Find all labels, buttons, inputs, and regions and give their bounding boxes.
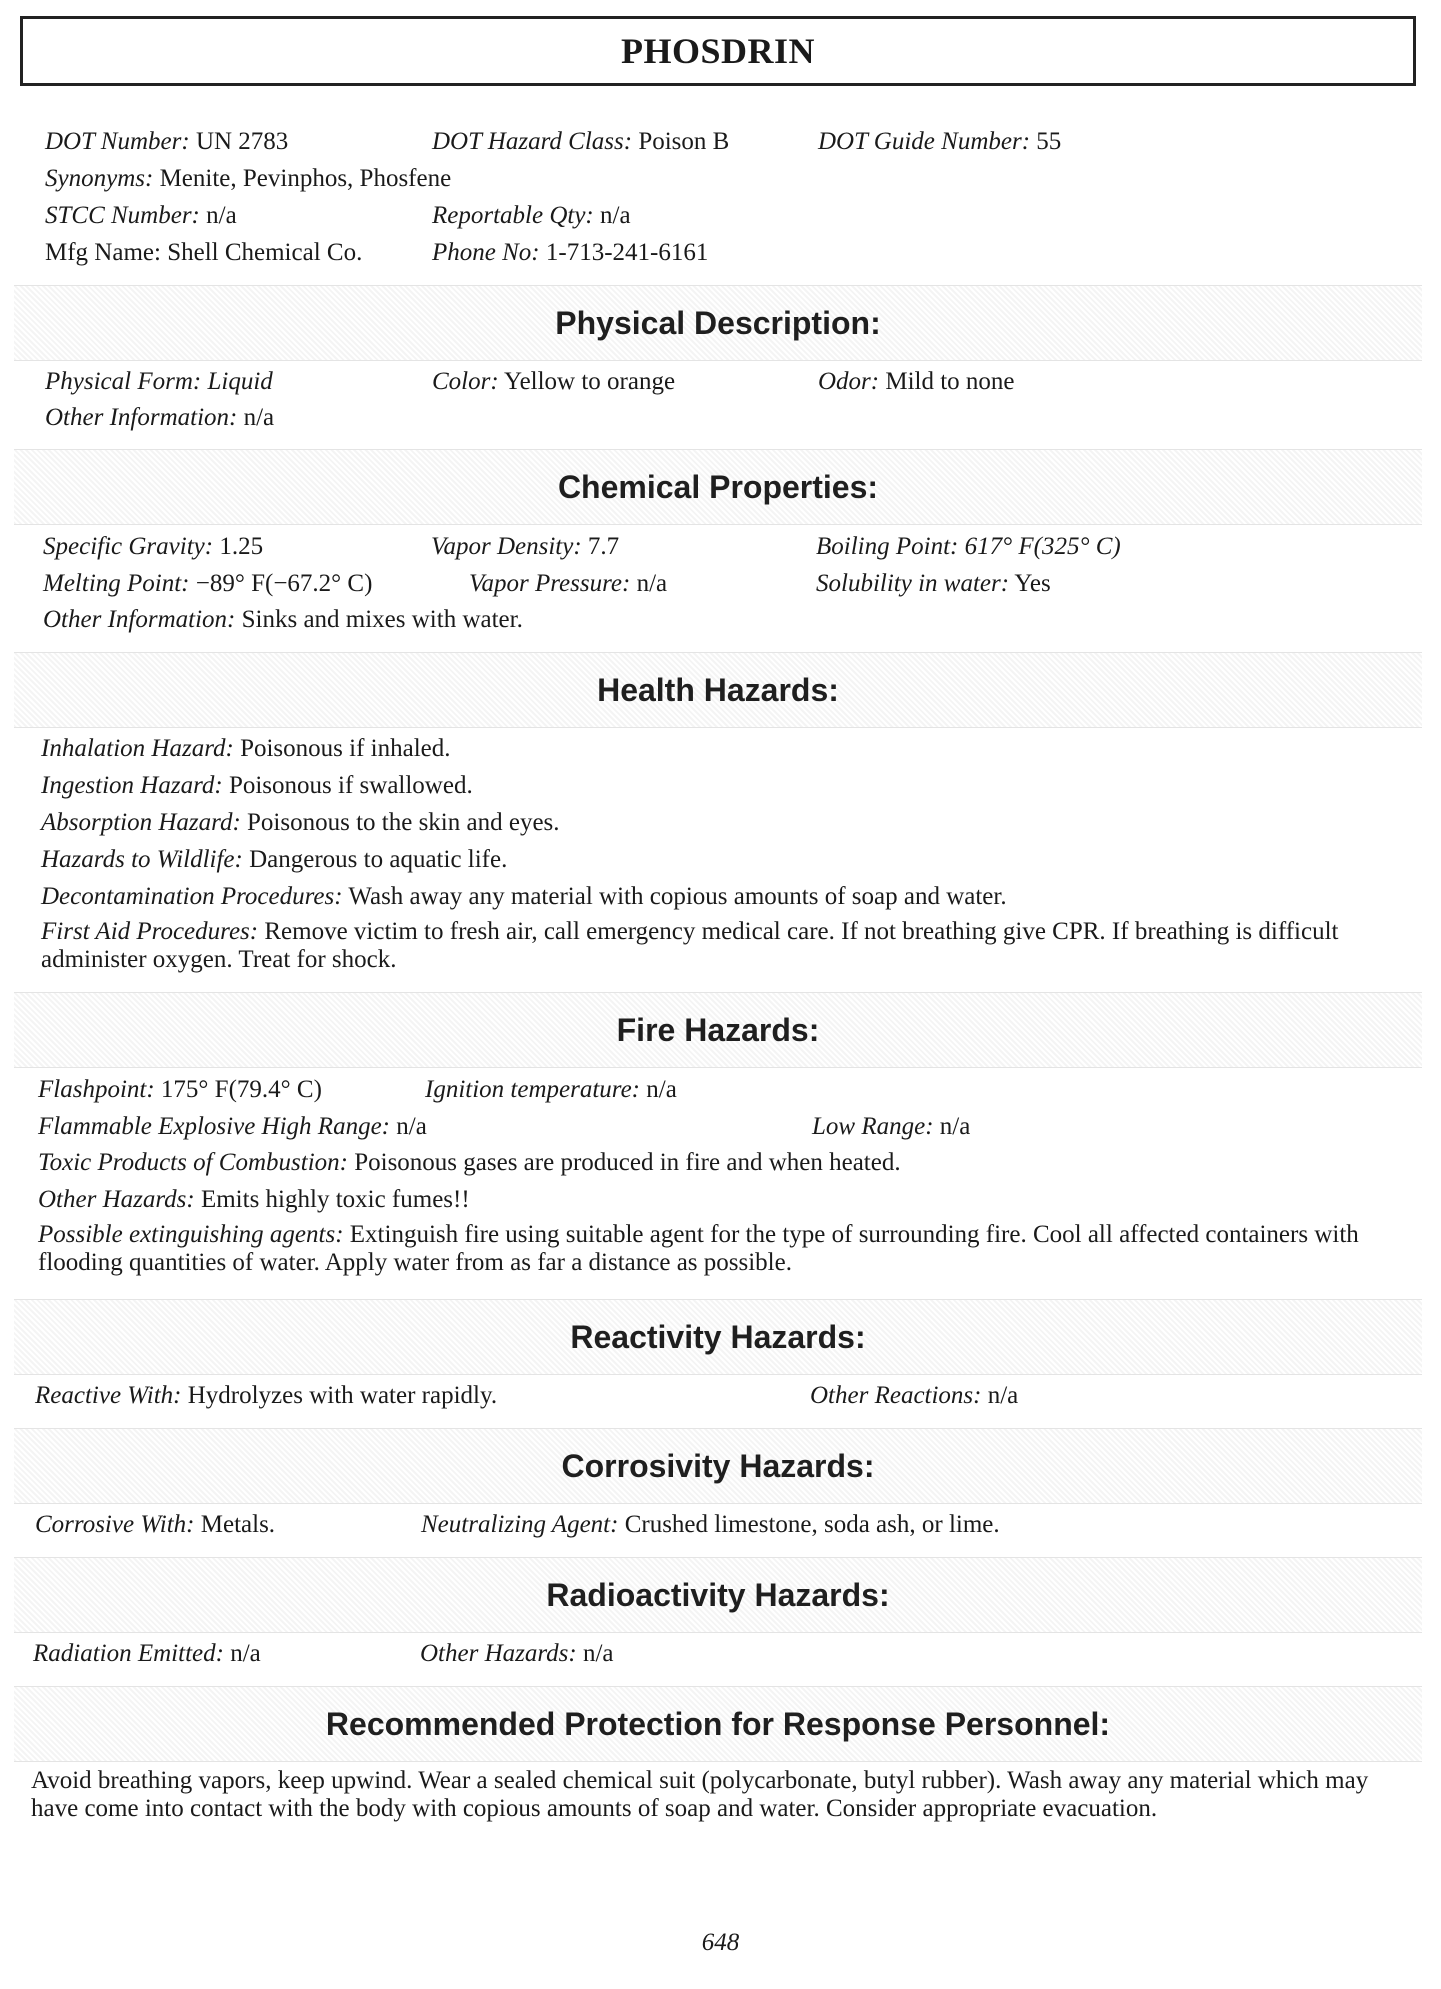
extinguishing-value: Extinguish fire using suitable agent for the type of surrounding fire. Cool all affected containers with flooding quantities of water. Apply water from as far a distance as possible. [38, 1221, 1359, 1276]
reactive-with-field [35, 1380, 497, 1411]
toxic-products-label: Toxic Products of Combustion: [38, 1149, 348, 1176]
vapor-density-field [431, 531, 619, 562]
boiling-point-value: 617° F(325° C) [964, 533, 1121, 560]
specific-gravity-field [43, 531, 263, 562]
boiling-point-label: Boiling Point: [816, 533, 959, 560]
ignition-value: n/a [646, 1076, 677, 1103]
odor-label: Odor: [818, 368, 880, 395]
corrosive-with-field [35, 1509, 275, 1540]
dot-guide-number-field [818, 126, 1061, 157]
melting-point-value: −89° F(−67.2° C) [195, 570, 373, 597]
flashpoint-field [38, 1074, 322, 1105]
ingestion-field [41, 770, 473, 801]
first-aid-label: First Aid Procedures: [41, 918, 259, 945]
dot-hazard-class-value: Poison B [638, 128, 730, 155]
vapor-density-value: 7.7 [587, 533, 620, 560]
dot-guide-number-label: DOT Guide Number: [818, 128, 1031, 155]
section-heading-radioactivity: Radioactivity Hazards: [14, 1557, 1422, 1633]
absorption-field [41, 807, 560, 838]
absorption-value: Poisonous to the skin and eyes. [247, 809, 560, 836]
physical-other-label: Other Information: [45, 404, 238, 431]
first-aid-value: Remove victim to fresh air, call emergency medical care. If not breathing give CPR. If breathing is difficult administer oxygen. Treat for shock. [41, 918, 1339, 973]
flashpoint-label: Flashpoint: [38, 1076, 155, 1103]
high-range-label: Flammable Explosive High Range: [38, 1113, 390, 1140]
ingestion-value: Poisonous if swallowed. [228, 772, 473, 799]
other-reactions-field [810, 1380, 1018, 1411]
synonyms-label: Synonyms: [45, 165, 154, 192]
high-range-field [38, 1111, 427, 1142]
ignition-label: Ignition temperature: [425, 1076, 641, 1103]
section-heading-physical: Physical Description: [14, 285, 1422, 361]
section-heading-fire: Fire Hazards: [14, 992, 1422, 1068]
fire-other-hazards-label: Other Hazards: [38, 1186, 195, 1213]
section-heading-chemical: Chemical Properties: [14, 449, 1422, 525]
odor-value: Mild to none [885, 368, 1015, 395]
odor-field [818, 366, 1015, 397]
low-range-label: Low Range: [812, 1113, 934, 1140]
dot-number-value: UN 2783 [195, 128, 289, 155]
physical-other-field [45, 402, 274, 433]
fire-other-hazards-value: Emits highly toxic fumes!! [200, 1186, 470, 1213]
section-heading-health: Health Hazards: [14, 652, 1422, 728]
decontamination-label: Decontamination Procedures: [41, 883, 343, 910]
boiling-point-field [816, 531, 1121, 562]
radiation-field [33, 1638, 261, 1669]
radiation-label: Radiation Emitted: [33, 1640, 224, 1667]
other-reactions-label: Other Reactions: [810, 1382, 982, 1409]
chemical-other-field [43, 604, 523, 635]
inhalation-label: Inhalation Hazard: [41, 735, 234, 762]
section-heading-protection: Recommended Protection for Response Personnel: [14, 1686, 1422, 1762]
physical-form-value: Liquid [207, 368, 273, 395]
radio-other-hazards-label: Other Hazards: [420, 1640, 577, 1667]
stcc-number-field [45, 200, 237, 231]
high-range-value: n/a [396, 1113, 427, 1140]
ignition-field [425, 1074, 677, 1105]
solubility-value: Yes [1014, 570, 1051, 597]
chemical-other-value: Sinks and mixes with water. [241, 606, 523, 633]
reportable-qty-label: Reportable Qty: [432, 202, 594, 229]
inhalation-field [41, 733, 451, 764]
chemical-title: PHOSDRIN [20, 16, 1416, 86]
section-heading-reactivity: Reactivity Hazards: [14, 1299, 1422, 1375]
melting-point-label: Melting Point: [43, 570, 190, 597]
neutralizing-field [421, 1509, 1000, 1540]
radio-other-hazards-value: n/a [582, 1640, 614, 1667]
radiation-value: n/a [230, 1640, 261, 1667]
wildlife-field [41, 844, 507, 875]
vapor-pressure-field [469, 568, 667, 599]
dot-number-label: DOT Number: [45, 128, 190, 155]
solubility-label: Solubility in water: [816, 570, 1010, 597]
reportable-qty-value: n/a [600, 202, 631, 229]
ingestion-label: Ingestion Hazard: [41, 772, 223, 799]
phone-no-label: Phone No: [432, 239, 540, 266]
dot-guide-number-value: 55 [1036, 128, 1062, 155]
phone-no-field [432, 237, 708, 268]
melting-point-field [43, 568, 372, 599]
wildlife-value: Dangerous to aquatic life. [249, 846, 508, 873]
phone-no-value: 1-713-241-6161 [545, 239, 709, 266]
fire-other-hazards-field [38, 1184, 470, 1215]
toxic-products-value: Poisonous gases are produced in fire and when heated. [354, 1149, 901, 1176]
mfg-name-value: Shell Chemical Co. [167, 239, 363, 266]
reportable-qty-field [432, 200, 631, 231]
low-range-value: n/a [939, 1113, 971, 1140]
physical-other-value: n/a [243, 404, 275, 431]
corrosive-with-value: Metals. [200, 1511, 276, 1538]
reactive-with-value: Hydrolyzes with water rapidly. [187, 1382, 498, 1409]
radio-other-hazards-field [420, 1638, 614, 1669]
neutralizing-value: Crushed limestone, soda ash, or lime. [624, 1511, 1000, 1538]
color-value: Yellow to orange [504, 368, 676, 395]
wildlife-label: Hazards to Wildlife: [41, 846, 243, 873]
mfg-name-field [45, 237, 362, 268]
color-label: Color: [432, 368, 499, 395]
color-field [432, 366, 675, 397]
decontamination-field [41, 881, 1007, 912]
physical-form-label: Physical Form: [45, 368, 202, 395]
dot-hazard-class-field [432, 126, 729, 157]
dot-number-field [45, 126, 288, 157]
section-heading-corrosivity: Corrosivity Hazards: [14, 1428, 1422, 1504]
synonyms-value: Menite, Pevinphos, Phosfene [159, 165, 452, 192]
decontamination-value: Wash away any material with copious amounts of soap and water. [348, 883, 1007, 910]
stcc-number-label: STCC Number: [45, 202, 200, 229]
first-aid-field [41, 918, 1401, 974]
solubility-field [816, 568, 1051, 599]
specific-gravity-value: 1.25 [219, 533, 264, 560]
other-reactions-value: n/a [987, 1382, 1019, 1409]
mfg-name-label: Mfg Name: [45, 239, 161, 266]
inhalation-value: Poisonous if inhaled. [240, 735, 451, 762]
corrosive-with-label: Corrosive With: [35, 1511, 195, 1538]
stcc-number-value: n/a [206, 202, 237, 229]
dot-hazard-class-label: DOT Hazard Class: [432, 128, 633, 155]
toxic-products-field [38, 1147, 901, 1178]
page-number: 648 [701, 1929, 740, 1956]
vapor-density-label: Vapor Density: [431, 533, 582, 560]
low-range-field [812, 1111, 970, 1142]
specific-gravity-label: Specific Gravity: [43, 533, 214, 560]
absorption-label: Absorption Hazard: [41, 809, 241, 836]
physical-form-field [45, 366, 273, 397]
synonyms-field [45, 163, 451, 194]
vapor-pressure-value: n/a [636, 570, 668, 597]
vapor-pressure-label: Vapor Pressure: [469, 570, 631, 597]
flashpoint-value: 175° F(79.4° C) [160, 1076, 322, 1103]
extinguishing-label: Possible extinguishing agents: [38, 1221, 344, 1248]
reactive-with-label: Reactive With: [35, 1382, 182, 1409]
extinguishing-field [38, 1221, 1398, 1277]
protection-text: Avoid breathing vapors, keep upwind. Wear a sealed chemical suit (polycarbonate, butyl rubber). Wash away any material which may have come into contact with the body with copious amounts of soap and water. Consider appropriate evacuation. [31, 1767, 1369, 1822]
neutralizing-label: Neutralizing Agent: [421, 1511, 619, 1538]
chemical-other-label: Other Information: [43, 606, 236, 633]
